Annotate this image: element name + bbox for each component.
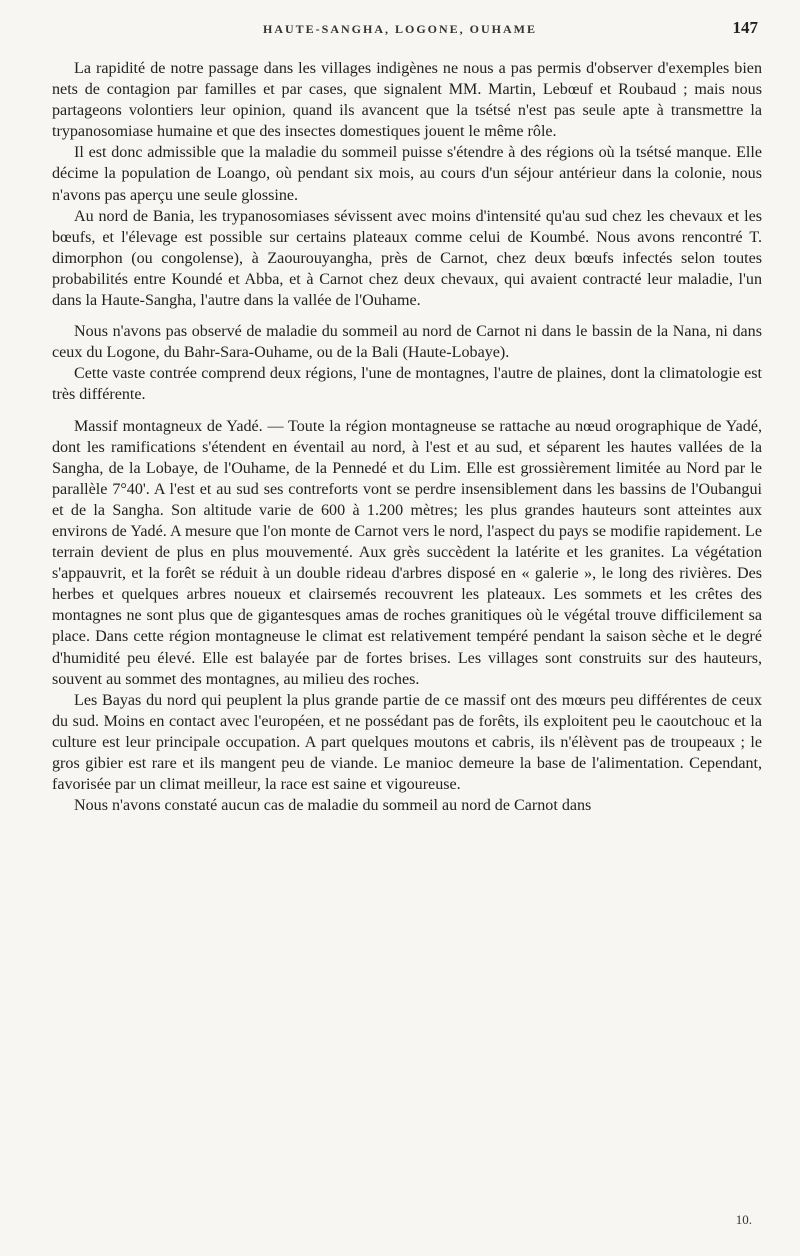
paragraph: Au nord de Bania, les trypanosomiases sévissent avec moins d'intensité qu'au sud chez les chevaux et les bœufs, et l'élevage est possible sur certains plateaux comme celui de Koumbé. Nous avons rencontré T. dimorphon (ou congolense), à Zaourouyangha, près de Carnot, chez deux bœufs infectés selon toutes probabilités entre Koundé et Abba, et à Carnot chez deux chevaux, qui avaient contracté leur maladie, l'un dans la Haute-Sangha, l'autre dans la vallée de l'Ouhame. xyxy=(52,207,762,310)
paragraph: Nous n'avons pas observé de maladie du sommeil au nord de Carnot ni dans le bassin de la Nana, ni dans ceux du Logone, du Bahr-Sara-Ouhame, ou de la Bali (Haute-Lobaye). xyxy=(52,323,762,362)
paragraph: Les Bayas du nord qui peuplent la plus grande partie de ce massif ont des mœurs peu différentes de ceux du sud. Moins en contact avec l'européen, et ne possédant pas de forêts, ils exploitent peu le caoutchouc et la culture est leur principale occupation. A part quelques moutons et cabris, ils n'élèvent pas de troupeaux ; le gros gibier est rare et ils mangent peu de viande. Le manioc demeure la base de l'alimentation. Cependant, favorisée par un climat meilleur, la race est saine et vigoureuse. xyxy=(52,691,762,794)
paragraph: Il est donc admissible que la maladie du sommeil puisse s'étendre à des régions où la tsétsé manque. Elle décime la population de Loango, où pendant six mois, au cours d'un séjour antérieur dans la colonie, nous n'avons pas aperçu une seule glossine. xyxy=(52,144,762,204)
page-number: 147 xyxy=(732,18,758,37)
section-paragraph-massif: Massif montagneux de Yadé. — Toute la région montagneuse se rattache au nœud orographique de Yadé, dont les ramifications s'étendent en éventail au nord, à l'est et au sud, et séparent les hautes vallées de la Sangha, de la Lobaye, de l'Ouhame, de la Pennedé et du Lim. Elle est grossièrement limitée au Nord par le parallèle 7°40'. A l'est et au sud ses contreforts vont se perdre insensiblement dans les bassins de l'Oubangui et de la Sangha. Son altitude varie de 600 à 1.200 mètres; les plus grandes hauteurs sont atteintes aux environs de Yadé. A mesure que l'on monte de Carnot vers le nord, l'aspect du pays se modifie rapidement. Le terrain devient de plus en plus mouvementé. Aux grès succèdent la latérite et les granites. La végétation s'appauvrit, et la forêt se réduit à un double rideau d'arbres disposé en « galerie », le long des rivières. Des herbes et quelques arbres noueux et clairsemés recouvrent les plateaux. Les sommets et les crêtes des montagnes ne sont plus que de gigantesques amas de roches granitiques où le végétal trouve difficilement sa place. Dans cette région montagneuse le climat est relativement tempéré pendant la saison sèche et le degré d'humidité peu élevé. Elle est balayée par de fortes brises. Les villages sont construits sur des hauteurs, souvent au sommet des montagnes, au milieu des roches. xyxy=(52,417,762,688)
signature-text: 10. xyxy=(735,1212,752,1227)
running-head xyxy=(0,18,800,42)
body-text xyxy=(52,58,762,816)
paragraph: Cette vaste contrée comprend deux régions, l'une de montagnes, l'autre de plaines, dont la climatologie est très différente. xyxy=(52,365,762,404)
running-title: HAUTE-SANGHA, LOGONE, OUHAME xyxy=(262,22,537,36)
paragraph: La rapidité de notre passage dans les villages indigènes ne nous a pas permis d'observer d'exemples bien nets de contagion par familles et par cases, que signalent MM. Martin, Lebœuf et Roubaud ; mais nous partageons volontiers leur opinion, quand ils avancent que la tsétsé n'est pas seule apte à transmettre la trypanosomiase humaine et que des insectes domestiques jouent le même rôle. xyxy=(52,60,762,141)
paragraph: Nous n'avons constaté aucun cas de maladie du sommeil au nord de Carnot dans xyxy=(74,797,592,815)
